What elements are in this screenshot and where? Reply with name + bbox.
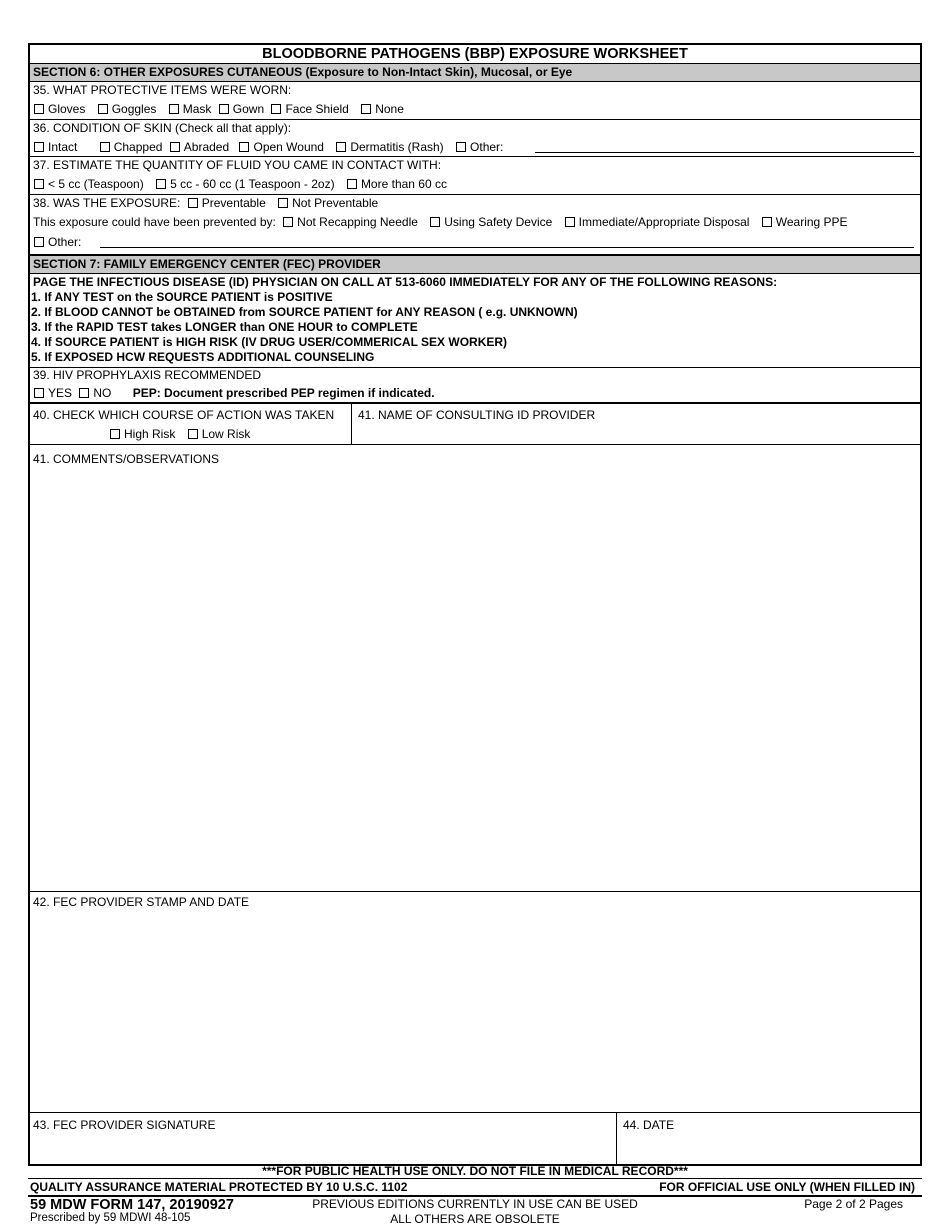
q38-line	[30, 196, 920, 210]
not-preventable-checkbox[interactable]	[278, 198, 288, 208]
gown-checkbox[interactable]	[219, 104, 229, 114]
safety-device-checkbox[interactable]	[430, 217, 440, 227]
reason-4: 4. If SOURCE PATIENT is HIGH RISK (IV DRUG USER/COMMERICAL SEX WORKER)	[31, 335, 508, 349]
signature-date-row	[30, 1112, 920, 1166]
exposure-worksheet-form	[28, 43, 922, 1166]
q39-label: 39. HIV PROPHYLAXIS RECOMMENDED	[33, 368, 262, 382]
prescribed-by: Prescribed by 59 MDWI 48-105	[30, 1212, 191, 1224]
q37-block	[30, 156, 920, 194]
low-risk-option[interactable]: Low Risk	[187, 427, 251, 441]
q39-block	[30, 367, 920, 402]
face-shield-checkbox[interactable]	[271, 104, 281, 114]
q40-q41-divider	[351, 404, 352, 444]
comments-box[interactable]	[30, 444, 920, 891]
q36-dermatitis-option[interactable]: Dermatitis (Rash)	[335, 140, 443, 154]
q36-other-input-line[interactable]	[535, 152, 914, 153]
q38-label: 38. WAS THE EXPOSURE:	[33, 196, 181, 210]
q36-abraded-option[interactable]: Abraded	[169, 140, 229, 154]
date-label: 44. DATE	[623, 1118, 675, 1132]
disposal-checkbox[interactable]	[565, 217, 575, 227]
reason-1: 1. If ANY TEST on the SOURCE PATIENT is POSITIVE	[31, 290, 333, 304]
q38-preventable-option[interactable]: Preventable	[184, 196, 266, 210]
q35-mask-option[interactable]: Mask	[168, 102, 212, 116]
page-instruction-text: PAGE THE INFECTIOUS DISEASE (ID) PHYSICIAN ON CALL AT 513-6060 IMMEDIATELY FOR ANY OF THE FOLLOWING REASONS:	[33, 275, 778, 289]
comments-label: 41. COMMENTS/OBSERVATIONS	[33, 452, 220, 466]
q39-no-option[interactable]: NO	[78, 386, 111, 400]
q37-gt60cc-option[interactable]: More than 60 cc	[346, 177, 447, 191]
form-number: 59 MDW FORM 147, 20190927	[30, 1197, 234, 1213]
q40-options	[106, 427, 346, 441]
footer-divider	[28, 1178, 922, 1179]
abraded-checkbox[interactable]	[170, 142, 180, 152]
q35-face-shield-option[interactable]: Face Shield	[270, 102, 348, 116]
signature-date-divider	[616, 1113, 617, 1166]
q37-lt5cc-option[interactable]: < 5 cc (Teaspoon)	[33, 177, 144, 191]
no-checkbox[interactable]	[79, 388, 89, 398]
section7-header: SECTION 7: FAMILY EMERGENCY CENTER (FEC) PROVIDER	[30, 254, 920, 273]
gloves-checkbox[interactable]	[34, 104, 44, 114]
reason-2: 2. If BLOOD CANNOT be OBTAINED from SOURCE PATIENT for ANY REASON ( e.g. UNKNOWN)	[31, 305, 578, 319]
q35-none-option[interactable]: None	[360, 102, 404, 116]
reason-5: 5. If EXPOSED HCW REQUESTS ADDITIONAL COUNSELING	[31, 350, 375, 364]
open-wound-checkbox[interactable]	[239, 142, 249, 152]
q39-options	[30, 386, 920, 400]
q35-goggles-option[interactable]: Goggles	[97, 102, 157, 116]
not-recapping-checkbox[interactable]	[283, 217, 293, 227]
form-title: BLOODBORNE PATHOGENS (BBP) EXPOSURE WORKSHEET	[262, 46, 688, 62]
intact-checkbox[interactable]	[34, 142, 44, 152]
q36-other-option[interactable]: Other:	[455, 140, 503, 154]
other-skin-checkbox[interactable]	[456, 142, 466, 152]
gt60cc-checkbox[interactable]	[347, 179, 357, 189]
section6-header: SECTION 6: OTHER EXPOSURES CUTANEOUS (Exposure to Non-Intact Skin), Mucosal, or Eye	[30, 63, 920, 81]
high-risk-option[interactable]: High Risk	[109, 427, 175, 441]
mask-checkbox[interactable]	[169, 104, 179, 114]
q38-other-input-line[interactable]	[100, 247, 914, 248]
prevented-by-label: This exposure could have been prevented by:	[33, 215, 276, 229]
editions-line-1: PREVIOUS EDITIONS CURRENTLY IN USE CAN BE USED	[312, 1197, 638, 1211]
page-number: Page 2 of 2 Pages	[804, 1197, 903, 1211]
editions-line-2: ALL OTHERS ARE OBSOLETE	[390, 1212, 560, 1226]
q35-gloves-option[interactable]: Gloves	[33, 102, 85, 116]
q40-label: 40. CHECK WHICH COURSE OF ACTION WAS TAKEN	[33, 408, 335, 422]
q38-block	[30, 194, 920, 254]
q39-yes-option[interactable]: YES	[33, 386, 72, 400]
q36-block	[30, 119, 920, 156]
q37-options	[30, 177, 920, 191]
q37-5to60cc-option[interactable]: 5 cc - 60 cc (1 Teaspoon - 2oz)	[155, 177, 335, 191]
q38-other-option[interactable]: Other:	[33, 235, 81, 249]
reason-3: 3. If the RAPID TEST takes LONGER than ONE HOUR to COMPLETE	[31, 320, 418, 334]
chapped-checkbox[interactable]	[100, 142, 110, 152]
id-page-instructions	[30, 273, 920, 367]
wearing-ppe-option[interactable]: Wearing PPE	[761, 215, 848, 229]
pep-note: PEP: Document prescribed PEP regimen if indicated.	[132, 386, 435, 400]
stamp-label: 42. FEC PROVIDER STAMP AND DATE	[33, 895, 250, 909]
official-use-notice: FOR OFFICIAL USE ONLY (WHEN FILLED IN)	[659, 1180, 915, 1194]
other-prevention-checkbox[interactable]	[34, 237, 44, 247]
q41-provider-label: 41. NAME OF CONSULTING ID PROVIDER	[358, 408, 596, 422]
goggles-checkbox[interactable]	[98, 104, 108, 114]
high-risk-checkbox[interactable]	[110, 429, 120, 439]
q36-chapped-option[interactable]: Chapped	[99, 140, 163, 154]
5to60cc-checkbox[interactable]	[156, 179, 166, 189]
none-checkbox[interactable]	[361, 104, 371, 114]
q35-gown-option[interactable]: Gown	[218, 102, 264, 116]
public-health-notice: ***FOR PUBLIC HEALTH USE ONLY. DO NOT FILE IN MEDICAL RECORD***	[262, 1164, 688, 1178]
q38-not-preventable-option[interactable]: Not Preventable	[277, 196, 378, 210]
preventable-checkbox[interactable]	[188, 198, 198, 208]
lt5cc-checkbox[interactable]	[34, 179, 44, 189]
q36-intact-option[interactable]: Intact	[33, 140, 77, 154]
stamp-box[interactable]	[30, 891, 920, 1112]
safety-device-option[interactable]: Using Safety Device	[429, 215, 552, 229]
wearing-ppe-checkbox[interactable]	[762, 217, 772, 227]
q36-label: 36. CONDITION OF SKIN (Check all that apply):	[33, 121, 292, 135]
qa-material-notice: QUALITY ASSURANCE MATERIAL PROTECTED BY 10 U.S.C. 1102	[30, 1180, 408, 1194]
q37-label: 37. ESTIMATE THE QUANTITY OF FLUID YOU CAME IN CONTACT WITH:	[33, 158, 442, 172]
q35-block	[30, 81, 920, 119]
q36-open-wound-option[interactable]: Open Wound	[238, 140, 324, 154]
q40-q41-row	[30, 402, 920, 444]
q35-label: 35. WHAT PROTECTIVE ITEMS WERE WORN:	[33, 83, 292, 97]
q35-options	[30, 102, 920, 116]
low-risk-checkbox[interactable]	[188, 429, 198, 439]
signature-label: 43. FEC PROVIDER SIGNATURE	[33, 1118, 216, 1132]
not-recapping-option[interactable]: Not Recapping Needle	[279, 215, 418, 229]
q38-prevented-line	[30, 215, 920, 229]
yes-checkbox[interactable]	[34, 388, 44, 398]
dermatitis-checkbox[interactable]	[336, 142, 346, 152]
disposal-option[interactable]: Immediate/Appropriate Disposal	[564, 215, 750, 229]
